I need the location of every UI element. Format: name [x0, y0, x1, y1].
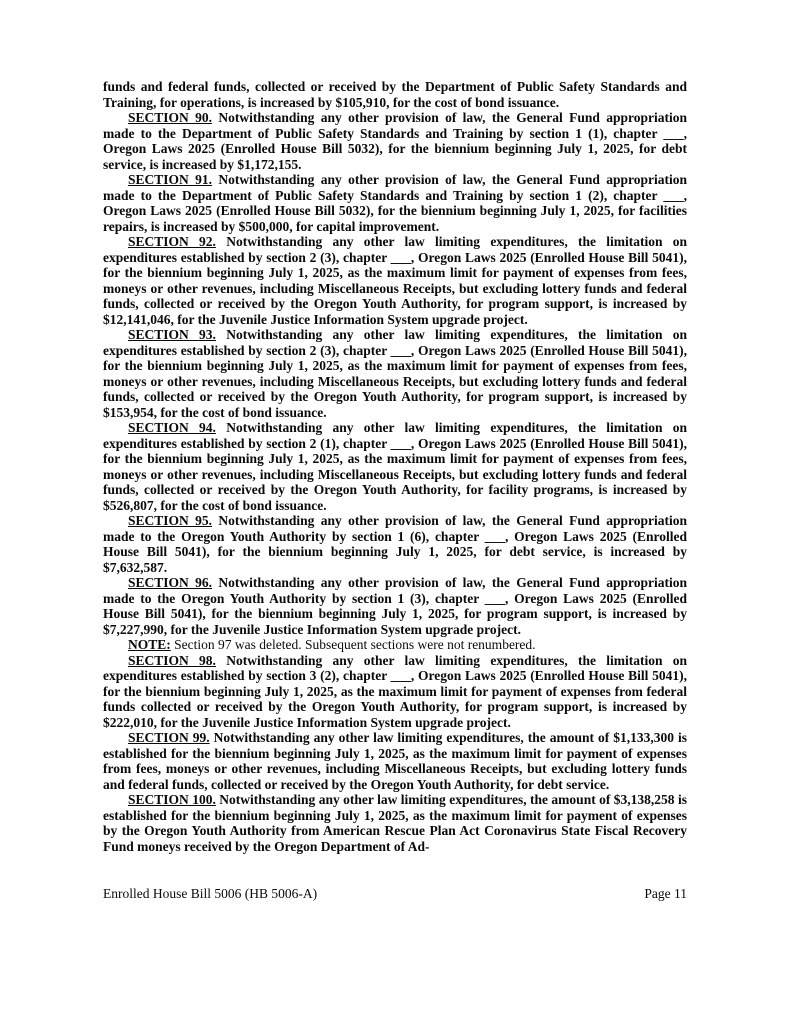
section-paragraph [103, 653, 687, 731]
section-label: SECTION 96. [128, 575, 212, 590]
paragraph-text: Notwithstanding any other provision of law, the General Fund appropriation made to the Oregon Youth Authority by section 1 (3), chapter ___, Oregon Laws 2025 (Enrolled House Bill 5041), for the biennium beginning July 1, 2025, for program support, is increased by $7,227,990, for the Juvenile Justice Information System upgrade project. [103, 575, 687, 637]
paragraph-text: Notwithstanding any other law limiting expenditures, the limitation on expenditures established by section 2 (3), chapter ___, Oregon Laws 2025 (Enrolled House Bill 5041), for the biennium beginning July 1, 2025, as the maximum limit for payment of expenses from fees, moneys or other revenues, including Miscellaneous Receipts, but excluding lottery funds and federal funds, collected or received by the Oregon Youth Authority, for program support, is increased by $153,954, for the cost of bond issuance. [103, 327, 687, 420]
section-label: SECTION 91. [128, 172, 212, 187]
paragraph-text: Notwithstanding any other law limiting expenditures, the amount of $3,138,258 is established for the biennium beginning July 1, 2025, as the maximum limit for payment of expenses by the Oregon Youth Authority from American Rescue Plan Act Coronavirus State Fiscal Recovery Fund moneys received by the Oregon Department of Ad- [103, 792, 687, 854]
section-label: SECTION 90. [128, 110, 212, 125]
section-label: SECTION 92. [128, 234, 216, 249]
section-paragraph [103, 420, 687, 513]
document-body [103, 79, 687, 854]
section-paragraph [103, 575, 687, 637]
footer-page-number: Page 11 [644, 886, 687, 901]
note-label: NOTE: [128, 637, 171, 652]
section-paragraph [103, 513, 687, 575]
section-label: SECTION 95. [128, 513, 212, 528]
section-label: SECTION 94. [128, 420, 216, 435]
footer-bill-title: Enrolled House Bill 5006 (HB 5006-A) [103, 886, 318, 901]
section-label: SECTION 93. [128, 327, 216, 342]
paragraph-text: Section 97 was deleted. Subsequent sections were not renumbered. [174, 637, 536, 652]
section-paragraph [103, 327, 687, 420]
continuation-paragraph [103, 79, 687, 110]
section-label: SECTION 100. [128, 792, 216, 807]
paragraph-text: Notwithstanding any other provision of law, the General Fund appropriation made to the Oregon Youth Authority by section 1 (6), chapter ___, Oregon Laws 2025 (Enrolled House Bill 5041), for the biennium beginning July 1, 2025, for debt service, is increased by $7,632,587. [103, 513, 687, 575]
note-paragraph [103, 637, 687, 653]
section-paragraph [103, 110, 687, 172]
page-footer [103, 886, 687, 901]
paragraph-text: Notwithstanding any other provision of law, the General Fund appropriation made to the Department of Public Safety Standards and Training by section 1 (2), chapter ___, Oregon Laws 2025 (Enrolled House Bill 5032), for the biennium beginning July 1, 2025, for facilities repairs, is increased by $500,000, for capital improvement. [103, 172, 687, 234]
section-label: SECTION 98. [128, 652, 216, 668]
section-paragraph [103, 792, 687, 854]
section-paragraph [103, 172, 687, 234]
paragraph-text: Notwithstanding any other law limiting expenditures, the limitation on expenditures established by section 2 (1), chapter ___, Oregon Laws 2025 (Enrolled House Bill 5041), for the biennium beginning July 1, 2025, as the maximum limit for payment of expenses from fees, moneys or other revenues, including Miscellaneous Receipts, but excluding lottery funds and federal funds, collected or received by the Oregon Youth Authority, for facility programs, is increased by $526,807, for the cost of bond issuance. [103, 420, 687, 513]
section-paragraph [103, 234, 687, 327]
paragraph-text: funds and federal funds, collected or received by the Department of Public Safety Standards and Training, for operations, is increased by $105,910, for the cost of bond issuance. [103, 79, 687, 110]
section-paragraph [103, 730, 687, 792]
paragraph-text: Notwithstanding any other law limiting expenditures, the limitation on expenditures established by section 3 (2), chapter ___, Oregon Laws 2025 (Enrolled House Bill 5041), for the biennium beginning July 1, 2025, as the maximum limit for payment of expenses from federal funds collected or received by the Oregon Youth Authority, for program support, is increased by $222,010, for the Juvenile Justice Information System upgrade project. [103, 652, 687, 730]
paragraph-text: Notwithstanding any other provision of law, the General Fund appropriation made to the Department of Public Safety Standards and Training by section 1 (1), chapter ___, Oregon Laws 2025 (Enrolled House Bill 5032), for the biennium beginning July 1, 2025, for debt service, is increased by $1,172,155. [103, 110, 687, 172]
paragraph-text: Notwithstanding any other law limiting expenditures, the amount of $1,133,300 is established for the biennium beginning July 1, 2025, as the maximum limit for payment of expenses from fees, moneys or other revenues, including Miscellaneous Receipts, but excluding lottery funds and federal funds, collected or received by the Oregon Youth Authority, for debt service. [103, 730, 687, 792]
section-label: SECTION 99. [128, 730, 210, 745]
paragraph-text: Notwithstanding any other law limiting expenditures, the limitation on expenditures established by section 2 (3), chapter ___, Oregon Laws 2025 (Enrolled House Bill 5041), for the biennium beginning July 1, 2025, as the maximum limit for payment of expenses from fees, moneys or other revenues, including Miscellaneous Receipts, but excluding lottery funds and federal funds, collected or received by the Oregon Youth Authority, for program support, is increased by $12,141,046, for the Juvenile Justice Information System upgrade project. [103, 234, 687, 327]
